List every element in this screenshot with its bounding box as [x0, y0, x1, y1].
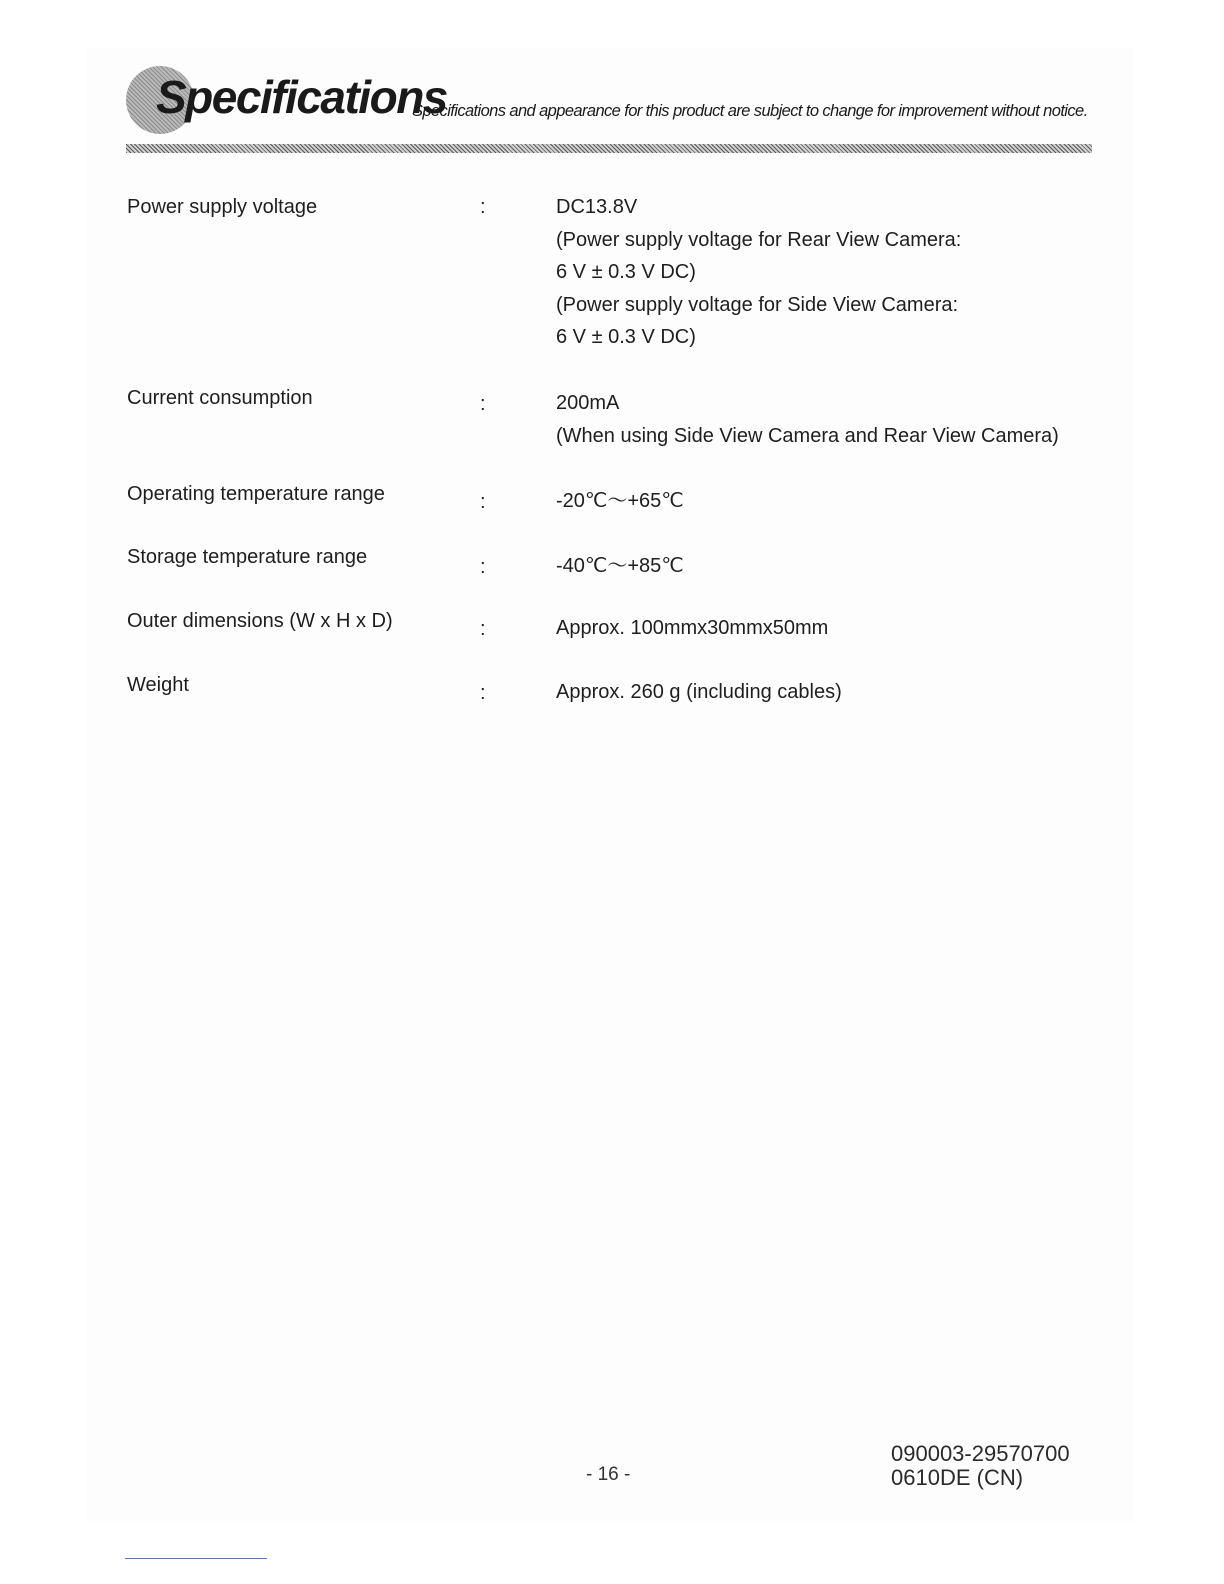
- spec-value-line: Approx. 260 g (including cables): [556, 681, 842, 703]
- spec-separator: :: [480, 618, 486, 640]
- spec-values: [556, 676, 842, 709]
- spec-label: Storage temperature range: [127, 546, 368, 568]
- spec-label: Operating temperature range: [127, 483, 385, 505]
- spec-value-line: 200mA: [556, 392, 620, 414]
- spec-separator: :: [480, 556, 486, 578]
- spec-value-line: 6 V ± 0.3 V DC): [556, 261, 696, 283]
- spec-values: [556, 550, 684, 583]
- header-divider: [126, 144, 1092, 153]
- spec-label: Weight: [127, 674, 189, 696]
- spec-value-line: (Power supply voltage for Rear View Camera:: [556, 228, 962, 251]
- spec-value-line: -20℃～+65℃: [556, 490, 684, 512]
- document-code: [891, 1442, 1070, 1490]
- spec-value-line: 6 V ± 0.3 V DC): [556, 326, 696, 348]
- document-code-line: 090003-29570700: [891, 1441, 1070, 1466]
- spec-label: Power supply voltage: [127, 196, 318, 218]
- spec-value-line: -40℃～+85℃: [556, 555, 684, 577]
- page-number: - 16 -: [586, 1464, 631, 1485]
- spec-value-line: (When using Side View Camera and Rear View Camera): [556, 424, 1059, 447]
- spec-separator: :: [480, 196, 486, 218]
- spec-label: Current consumption: [127, 387, 313, 409]
- spec-value-line: DC13.8V: [556, 196, 638, 218]
- spec-value-line: (Power supply voltage for Side View Camera:: [556, 293, 959, 316]
- spec-label: Outer dimensions (W x H x D): [127, 610, 393, 632]
- document-code-line: 0610DE (CN): [891, 1465, 1024, 1490]
- spec-separator: :: [480, 682, 486, 704]
- spec-values: [556, 485, 684, 518]
- spec-values: [556, 612, 828, 645]
- page-header: [126, 66, 1094, 156]
- spec-separator: :: [480, 393, 486, 415]
- page-subtitle: Specifications and appearance for this product are subject to change for improvement without notice.: [412, 102, 1088, 120]
- spec-value-line: Approx. 100mmx30mmx50mm: [556, 617, 829, 639]
- spec-separator: :: [480, 491, 486, 513]
- footer-link-rule: [125, 1558, 267, 1559]
- spec-values: [556, 387, 1059, 452]
- spec-values: [556, 191, 961, 354]
- page-title: Specifications: [156, 71, 447, 123]
